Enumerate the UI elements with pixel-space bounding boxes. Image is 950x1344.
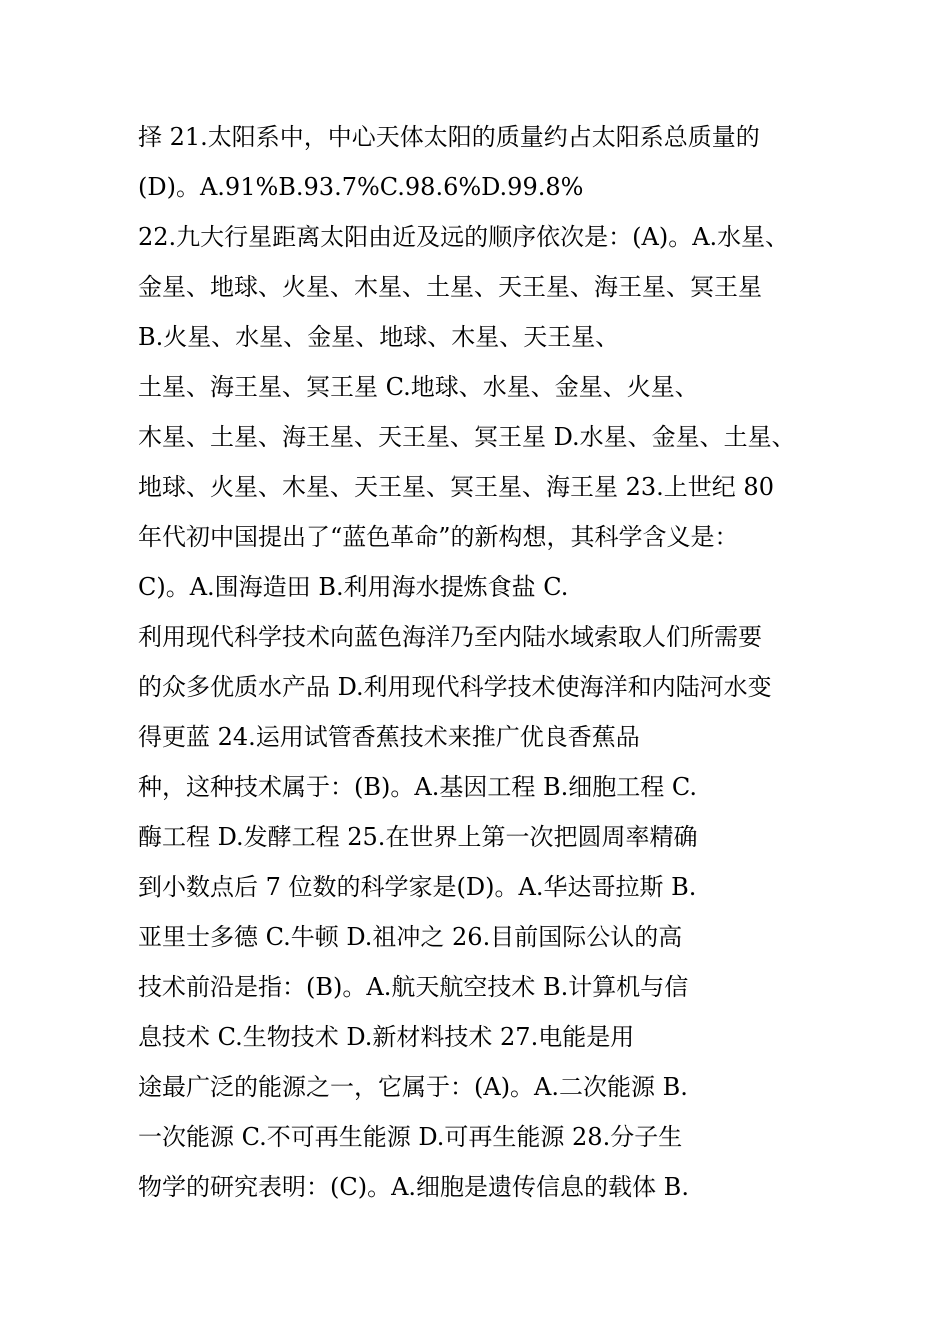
text-line: 地球、火星、木星、天王星、冥王星、海王星 23.上世纪 80 [138,473,774,501]
text-line: 的众多优质水产品 D.利用现代科学技术使海洋和内陆河水变 [138,673,772,701]
text-line: 利用现代科学技术向蓝色海洋乃至内陆水域索取人们所需要 [138,623,762,651]
text-line: 金星、地球、火星、木星、土星、天王星、海王星、冥王星 [138,273,762,301]
text-line: 息技术 C.生物技术 D.新材料技术 27.电能是用 [138,1023,635,1051]
text-line: 亚里士多德 C.牛顿 D.祖冲之 26.目前国际公认的高 [138,923,683,951]
text-line: 得更蓝 24.运用试管香蕉技术来推广优良香蕉品 [138,723,640,751]
text-line: 年代初中国提出了“蓝色革命”的新构想，其科学含义是： [138,523,739,551]
text-line: 物学的研究表明：(C)。A.细胞是遗传信息的载体 B. [138,1173,689,1201]
text-line: 种，这种技术属于：(B)。A.基因工程 B.细胞工程 C. [138,773,697,801]
text-line: 择 21.太阳系中，中心天体太阳的质量约占太阳系总质量的 [138,123,760,151]
text-line: 途最广泛的能源之一，它属于：(A)。A.二次能源 B. [138,1073,688,1101]
question-text-block [138,112,838,1212]
text-line: 22.九大行星距离太阳由近及远的顺序依次是：(A)。A.水星、 [138,223,790,251]
text-line: 到小数点后 7 位数的科学家是(D)。A.华达哥拉斯 B. [138,873,697,901]
text-line: 技术前沿是指：(B)。A.航天航空技术 B.计算机与信 [138,973,689,1001]
text-line: B.火星、水星、金星、地球、木星、天王星、 [138,323,620,351]
text-line: (D)。A.91%B.93.7%C.98.6%D.99.8% [138,173,584,201]
text-line: C)。A.围海造田 B.利用海水提炼食盐 C. [138,573,569,601]
text-line: 土星、海王星、冥王星 C.地球、水星、金星、火星、 [138,373,699,401]
text-line: 木星、土星、海王星、天王星、冥王星 D.水星、金星、土星、 [138,423,796,451]
text-line: 酶工程 D.发酵工程 25.在世界上第一次把圆周率精确 [138,823,698,851]
text-line: 一次能源 C.不可再生能源 D.可再生能源 28.分子生 [138,1123,683,1151]
